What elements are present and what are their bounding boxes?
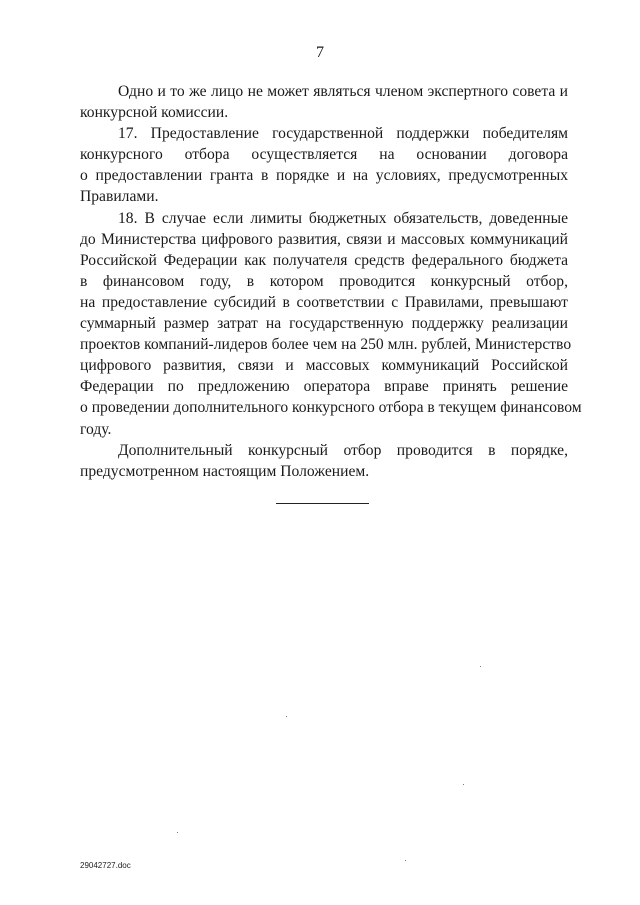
text-line: Федерации по предложению оператора вправе принять решение: [80, 378, 568, 396]
text-line: о проведении дополнительного конкурсного отбора в текущем финансовом: [80, 399, 582, 417]
paragraph-additional-selection: [80, 440, 568, 482]
text-line: проектов компаний-лидеров более чем на 250 млн. рублей, Министерство: [80, 336, 572, 354]
scan-speck: [405, 860, 406, 861]
paragraph-membership: [80, 81, 568, 123]
text-line: 18. В случае если лимиты бюджетных обязательств, доведенные: [118, 209, 568, 227]
text-line: суммарный размер затрат на государственную поддержку реализации: [80, 315, 568, 333]
text-line: конкурсной комиссии.: [80, 104, 229, 122]
text-line: году.: [80, 420, 112, 438]
text-line: 17. Предоставление государственной поддержки победителям: [118, 125, 568, 143]
scan-speck: [177, 832, 178, 833]
text-line: до Министерства цифрового развития, связи и массовых коммуникаций: [80, 230, 568, 248]
text-line: на предоставление субсидий в соответствии с Правилами, превышают: [80, 293, 568, 311]
scan-speck: [463, 784, 464, 785]
text-line: Российской Федерации как получателя средств федерального бюджета: [80, 251, 568, 269]
text-line: цифрового развития, связи и массовых коммуникаций Российской: [80, 357, 568, 375]
document-body: [80, 81, 582, 482]
text-line: предусмотренном настоящим Положением.: [80, 462, 370, 480]
text-line: Правилами.: [80, 188, 159, 206]
scan-speck: [286, 716, 287, 717]
footer-filename: 29042727.doc: [80, 861, 131, 870]
text-line: о предоставлении гранта в порядке и на условиях, предусмотренных: [80, 167, 568, 185]
text-line: в финансовом году, в котором проводится конкурсный отбор,: [80, 272, 568, 290]
scan-speck: [480, 666, 481, 667]
text-line: Дополнительный конкурсный отбор проводится в порядке,: [118, 441, 568, 459]
page-number: 7: [316, 44, 324, 61]
text-line: конкурсного отбора осуществляется на основании договора: [80, 146, 568, 164]
end-separator-line: [276, 503, 369, 504]
paragraph-18: [80, 208, 582, 440]
text-line: Одно и то же лицо не может являться членом экспертного совета и: [118, 83, 568, 100]
paragraph-17: [80, 123, 568, 207]
